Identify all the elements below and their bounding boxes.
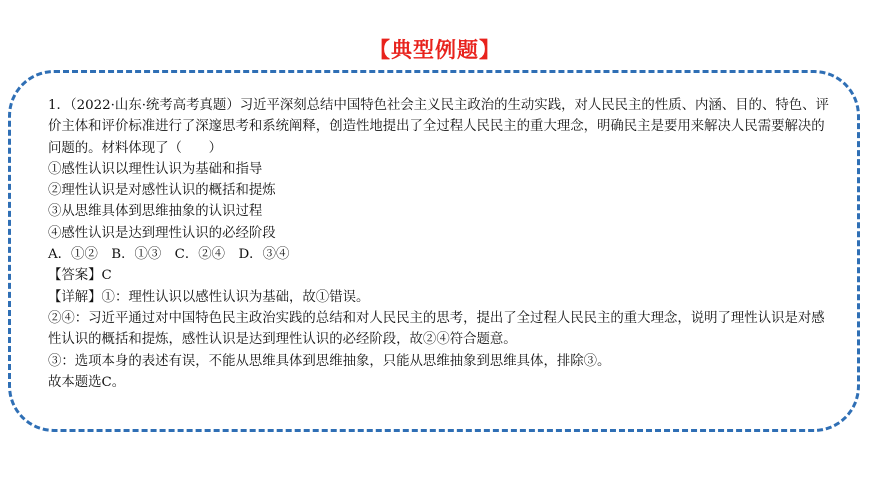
explanation-1: 【详解】①：理性认识以感性认识为基础，故①错误。 xyxy=(48,289,370,305)
explanation-3: ③：选项本身的表述有误，不能从思维具体到思维抽象，只能从思维抽象到思维具体，排除③。 xyxy=(48,353,611,369)
option-1: ①感性认识以理性认识为基础和指导 xyxy=(48,161,263,177)
answer: 【答案】C xyxy=(48,268,112,284)
answer-choices: A．①② B．①③ C．②④ D．③④ xyxy=(48,247,290,263)
section-title: 【典型例题】 xyxy=(369,38,501,62)
option-3: ③从思维具体到思维抽象的认识过程 xyxy=(48,204,263,220)
question-content xyxy=(48,95,838,393)
option-2: ②理性认识是对感性认识的概括和提炼 xyxy=(48,183,276,199)
explanation-4: 故本题选C。 xyxy=(48,374,126,390)
option-4: ④感性认识是达到理性认识的必经阶段 xyxy=(48,225,276,241)
explanation-2: ②④：习近平通过对中国特色民主政治实践的总结和对人民民主的思考，提出了全过程人民民主的重大理念，说明了理性认识是对感性认识的概括和提炼，感性认识是达到理性认识的必经阶段，故②④符合题意。 xyxy=(48,310,825,348)
question-stem: 1．（2022·山东·统考高考真题）习近平深刻总结中国特色社会主义民主政治的生动实践，对人民民主的性质、内涵、目的、特色、评价主体和评价标准进行了深邃思考和系统阐释，创造性地提出了全过程人民民主的重大理念，明确民主是要用来解决人民需要解决的问题的。材料体现了（ ） xyxy=(48,98,829,156)
